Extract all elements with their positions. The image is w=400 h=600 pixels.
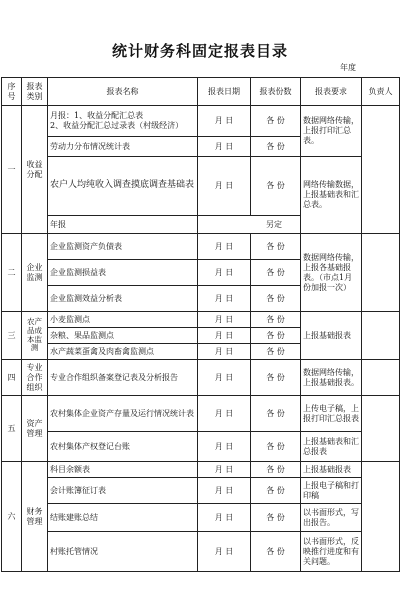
report-name: 杂粮、果品监测点 (48, 328, 198, 344)
report-copies: 各 份 (251, 360, 301, 396)
report-date: 月 日 (198, 137, 251, 157)
owner-cell (362, 106, 400, 234)
group-seq: 二 (2, 234, 22, 312)
report-date: 月 日 (198, 234, 251, 260)
owner-cell (362, 396, 400, 462)
report-name: 小麦监测点 (48, 312, 198, 328)
report-date: 月 日 (198, 504, 251, 532)
table-row (2, 106, 400, 137)
table-row (2, 432, 400, 462)
report-name: 企业监测效益分析表 (48, 286, 198, 312)
report-requirement: 上报基础报表 (301, 462, 362, 478)
report-copies: 各 份 (251, 532, 301, 572)
group-seq: 四 (2, 360, 22, 396)
report-date: 月 日 (198, 344, 251, 360)
report-date: 另定 (198, 216, 301, 234)
header-owner: 负责人 (362, 78, 400, 106)
group-category: 收益分配 (22, 106, 48, 234)
report-copies: 各 份 (251, 396, 301, 432)
header-requirement: 报表要求 (301, 78, 362, 106)
report-name: 村账托管情况 (48, 532, 198, 572)
report-copies: 各 份 (251, 478, 301, 504)
report-requirement: 数据网络传输，上报基础报表。 (301, 360, 362, 396)
table-row (2, 234, 400, 260)
report-copies: 各 份 (251, 286, 301, 312)
report-requirement: 以书面形式，写出报告。 (301, 504, 362, 532)
report-date: 月 日 (198, 462, 251, 478)
group-category: 资产管理 (22, 396, 48, 462)
report-name: 农村集体企业资产存量及运行情况统计表 (48, 396, 198, 432)
report-catalog-table (1, 77, 400, 572)
header-seq: 序号 (2, 78, 22, 106)
report-requirement: 数据网络传输，上报打印汇总表。 (301, 106, 362, 157)
year-label: 年度 (340, 63, 356, 72)
owner-cell (362, 360, 400, 396)
table-row (2, 360, 400, 396)
report-name: 月报：1、收益分配汇总表 2、收益分配汇总过录表（村级经济） (48, 106, 198, 137)
report-name: 劳动力分布情况统计表 (48, 137, 198, 157)
report-date: 月 日 (198, 106, 251, 137)
header-copies: 报表份数 (251, 78, 301, 106)
report-copies: 各 份 (251, 312, 301, 328)
table-row (2, 312, 400, 328)
report-copies: 各 份 (251, 157, 301, 216)
report-requirement: 数据网络传输，上报各基础报表。（市点1月份加报一次） (301, 234, 362, 312)
header-name: 报表名称 (48, 78, 198, 106)
report-copies: 各 份 (251, 328, 301, 344)
report-date: 月 日 (198, 360, 251, 396)
header-category: 报表类别 (22, 78, 48, 106)
table-row (2, 478, 400, 504)
report-name: 科目余额表 (48, 462, 198, 478)
report-copies: 各 份 (251, 260, 301, 286)
group-seq: 一 (2, 106, 22, 234)
report-requirement: 上报电子稿和打印稿 (301, 478, 362, 504)
report-date: 月 日 (198, 532, 251, 572)
report-name: 企业监测资产负债表 (48, 234, 198, 260)
page-title: 统计财务科固定报表目录 (111, 42, 288, 60)
report-copies: 各 份 (251, 504, 301, 532)
report-name: 农村集体产权登记台账 (48, 432, 198, 462)
owner-cell (362, 312, 400, 360)
report-date: 月 日 (198, 396, 251, 432)
report-date: 月 日 (198, 260, 251, 286)
group-category: 农产品成本监测 (22, 312, 48, 360)
table-row (2, 462, 400, 478)
report-requirement: 上报基础表和汇总报表 (301, 432, 362, 462)
report-date: 月 日 (198, 312, 251, 328)
report-copies: 各 份 (251, 462, 301, 478)
report-name: 年报 (48, 216, 198, 234)
table-row (2, 532, 400, 572)
header-date: 报表日期 (198, 78, 251, 106)
report-copies: 各 份 (251, 106, 301, 137)
report-copies: 各 份 (251, 234, 301, 260)
report-date: 月 日 (198, 478, 251, 504)
report-requirement: 网络传输数据，上报基础表和汇总表。 (301, 157, 362, 234)
report-name: 结账建账总结 (48, 504, 198, 532)
report-date: 月 日 (198, 432, 251, 462)
report-name: 水产蔬菜蛋禽及肉畜禽监测点 (48, 344, 198, 360)
report-name: 会计账簿征订表 (48, 478, 198, 504)
group-seq: 三 (2, 312, 22, 360)
report-requirement: 上传电子稿，上报打印汇总报表 (301, 396, 362, 432)
group-seq: 六 (2, 462, 22, 572)
report-date: 月 日 (198, 157, 251, 216)
group-seq: 五 (2, 396, 22, 462)
table-header-row (2, 78, 400, 106)
owner-cell (362, 462, 400, 572)
report-name: 企业监测损益表 (48, 260, 198, 286)
group-category: 专业合作组织 (22, 360, 48, 396)
report-copies: 各 份 (251, 432, 301, 462)
group-category: 财务管理 (22, 462, 48, 572)
report-date: 月 日 (198, 328, 251, 344)
report-name: 专业合作组织备案登记表及分析报告 (48, 360, 198, 396)
report-copies: 各 份 (251, 344, 301, 360)
report-date: 月 日 (198, 286, 251, 312)
report-name: 农户人均纯收入调查摸底调查基础表 (48, 157, 198, 216)
table-row (2, 157, 400, 216)
report-requirement: 上报基础报表 (301, 312, 362, 360)
report-requirement: 以书面形式，反映推行进度和有关问题。 (301, 532, 362, 572)
owner-cell (362, 234, 400, 312)
report-copies: 各 份 (251, 137, 301, 157)
group-category: 企业监测 (22, 234, 48, 312)
table-row (2, 396, 400, 432)
table-row (2, 504, 400, 532)
